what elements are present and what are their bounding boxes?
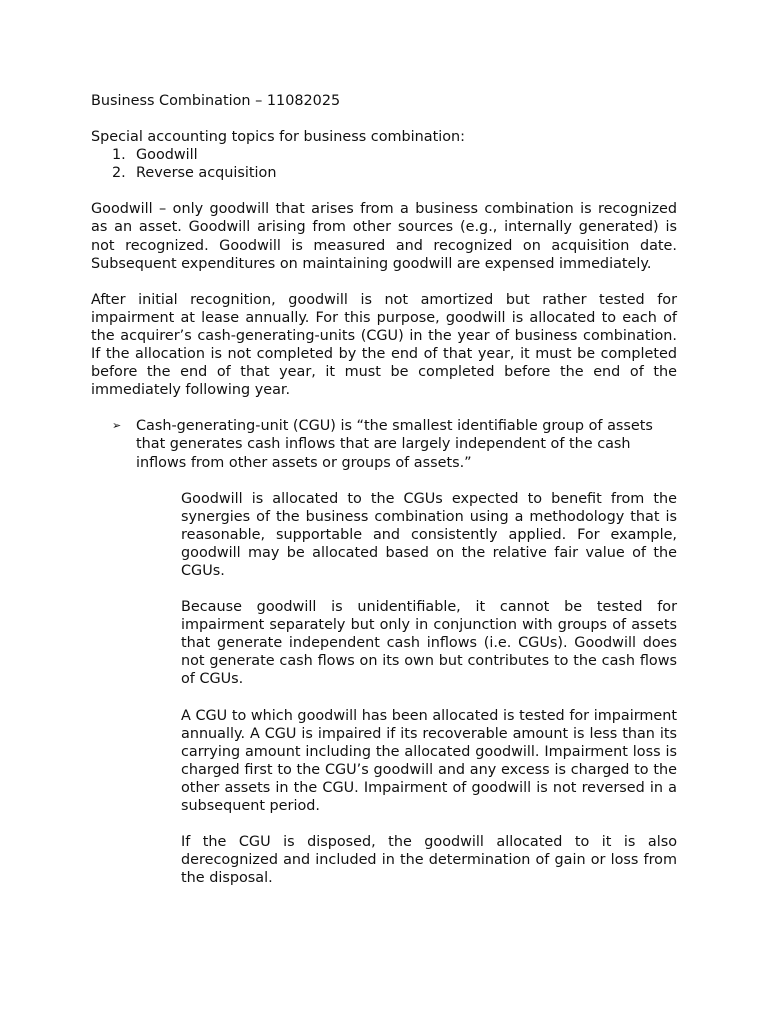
topic-label: Reverse acquisition [136,165,277,182]
topic-item [91,146,677,164]
impairment-paragraph: After initial recognition, goodwill is not amortized but rather tested for impairment at lease annually. For this purpose, goodwill is allocated to each of the acquirer’s cash-generating-units (CGU) in the year of business combination. If the allocation is not completed by the end of that year, it must be completed before the end of that year, it must be completed before the end of the immediately following year. [91,291,677,399]
topic-number: 2. [112,165,126,182]
cgu-impairment-paragraph: A CGU to which goodwill has been allocated is tested for impairment annually. A CGU is impaired if its recoverable amount is less than its carrying amount including the allocated goodwill. Impairment loss is charged first to the CGU’s goodwill and any excess is charged to the other assets in the CGU. Impairment of goodwill is not reversed in a subsequent period. [181,707,677,814]
topics-list [91,146,677,182]
document-body [91,92,677,905]
topic-item [91,164,677,182]
arrow-bullet-icon: ➢ [112,419,122,433]
document-title: Business Combination – 11082025 [91,93,341,109]
topics-intro: Special accounting topics for business combination: [91,129,466,146]
allocation-paragraph: Goodwill is allocated to the CGUs expected to benefit from the synergies of the business combination using a methodology that is reasonable, supportable and consistently applied. For example, goodwill may be allocated based on the relative fair value of the CGUs. [181,490,677,579]
indented-section [181,490,677,888]
topic-label: Goodwill [136,147,198,164]
cgu-definition-text: Cash-generating-unit (CGU) is “the smallest identifiable group of assets that generates cash inflows that are largely independent of the cash inflows from other assets or groups of assets.” [136,418,653,471]
cgu-definition-bullet [91,417,677,471]
topic-number: 1. [112,147,126,164]
disposal-paragraph: If the CGU is disposed, the goodwill allocated to it is also derecognized and included in the determination of gain or loss from the disposal. [181,834,677,887]
unidentifiable-paragraph: Because goodwill is unidentifiable, it cannot be tested for impairment separately but only in conjunction with groups of assets that generate independent cash inflows (i.e. CGUs). Goodwill does not generate cash flows on its own but contributes to the cash flows of CGUs. [181,599,677,688]
goodwill-paragraph: Goodwill – only goodwill that arises from a business combination is recognized as an asset. Goodwill arising from other sources (e.g., internally generated) is not recognized. Goodwill is measured and recognized on acquisition date. Subsequent expenditures on maintaining goodwill are expensed immediately. [91,201,677,272]
